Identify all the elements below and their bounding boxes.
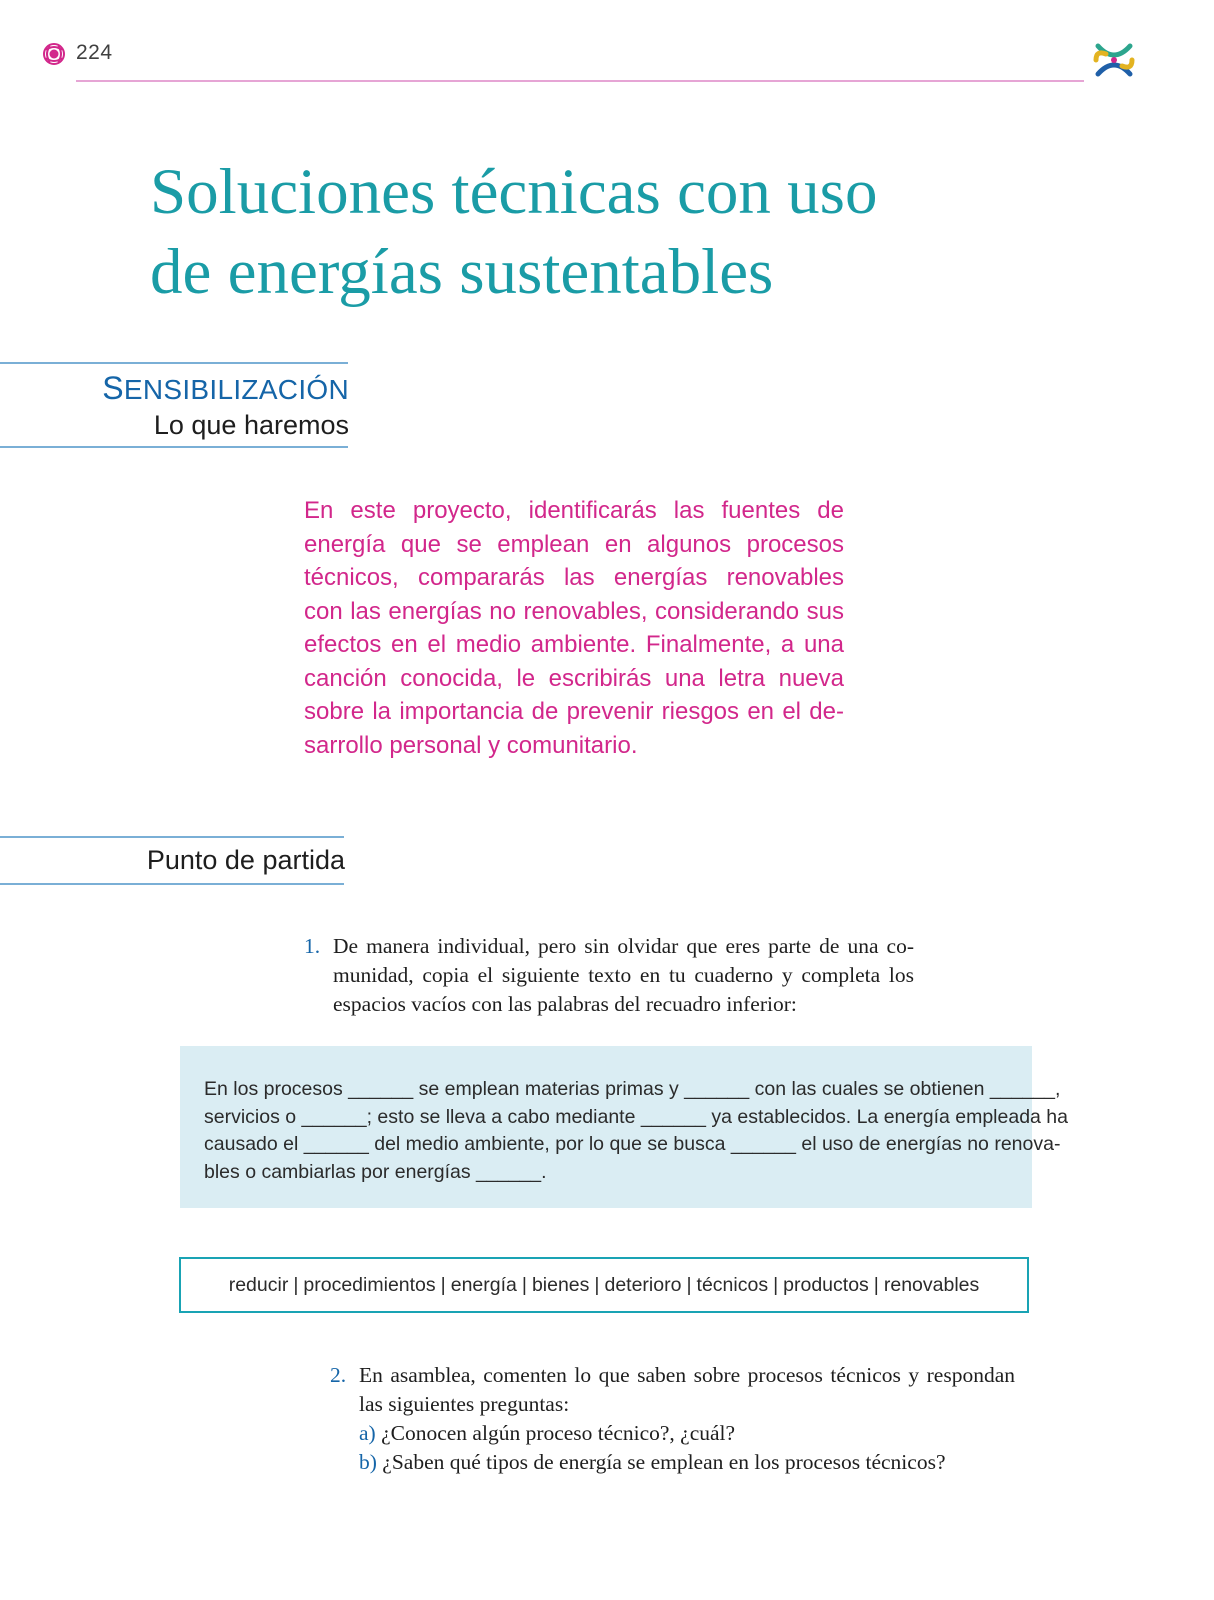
question-line: munidad, copia el siguiente texto en tu cuaderno y completa los [333, 963, 914, 987]
word-bank-word: reducir [228, 1273, 289, 1296]
word-bank-separator: | [873, 1273, 879, 1296]
fill-in-text-box [180, 1046, 1068, 1208]
intro-line: técnicos, compararás las energías renovables [304, 564, 844, 591]
question-1 [304, 932, 914, 1019]
punto-rule-top [0, 836, 344, 838]
fill-in-line: bles o cambiarlas por energías ______. [204, 1160, 547, 1183]
section-rule-bottom [0, 446, 348, 448]
fill-in-line: servicios o ______; esto se lleva a cabo mediante ______ ya establecidos. La energía empleada ha [204, 1105, 1068, 1128]
word-bank-word: productos [783, 1273, 869, 1296]
option-letter: a) [359, 1421, 376, 1445]
colorful-knot-logo [1088, 34, 1140, 86]
option-a [359, 1419, 1015, 1448]
word-bank [179, 1257, 1029, 1313]
section-rule-top [0, 362, 348, 364]
word-bank-word: procedimientos [303, 1273, 436, 1296]
decorative-glyph-icon [40, 40, 68, 68]
question-line: En asamblea, comenten lo que saben sobre procesos técnicos y respondan [359, 1363, 1015, 1387]
page-title [150, 152, 1050, 312]
word-bank-word: bienes [531, 1273, 590, 1296]
subsection-title: Lo que haremos [153, 410, 349, 440]
option-letter: b) [359, 1450, 377, 1474]
question-line: espacios vacíos con las palabras del recuadro inferior: [333, 992, 797, 1016]
option-b [359, 1448, 1015, 1477]
intro-line: sobre la importancia de prevenir riesgos en el de- [304, 698, 844, 725]
fill-in-line: En los procesos ______ se emplean materias primas y ______ con las cuales se obtienen ______, [204, 1078, 1061, 1100]
intro-line: con las energías no renovables, considerando sus [304, 597, 844, 625]
header-rule [76, 80, 1084, 82]
word-bank-separator: | [686, 1273, 692, 1296]
intro-line: efectos en el medio ambiente. Finalmente, a una [304, 631, 844, 658]
intro-line: canción conocida, le escribirás una letra nueva [304, 664, 844, 692]
section-label-initial: S [102, 370, 124, 406]
word-bank-separator: | [521, 1273, 527, 1296]
page-title-line-2: de energías sustentables [150, 236, 774, 308]
word-bank-separator: | [293, 1273, 299, 1296]
page-title-line-1: Soluciones técnicas con uso [150, 156, 878, 228]
option-text: ¿Saben qué tipos de energía se emplean en los procesos técnicos? [382, 1450, 946, 1474]
word-bank-separator: | [773, 1273, 779, 1296]
word-bank-word: renovables [883, 1273, 980, 1296]
word-bank-separator: | [440, 1273, 446, 1296]
question-number: 2. [330, 1363, 347, 1387]
fill-in-text [204, 1076, 1068, 1186]
page-number: 224 [76, 41, 113, 64]
word-bank-word: energía [450, 1273, 517, 1296]
question-line: las siguientes preguntas: [359, 1392, 570, 1416]
fill-in-line: causado el ______ del medio ambiente, por lo que se busca ______ el uso de energías no renova- [204, 1133, 1061, 1155]
word-bank-word: deterioro [604, 1273, 682, 1296]
question-number: 1. [304, 934, 321, 958]
intro-line: energía que se emplean en algunos procesos [304, 530, 844, 558]
section-label [102, 370, 349, 407]
intro-paragraph [304, 494, 844, 762]
punto-de-partida-title: Punto de partida [146, 845, 345, 875]
section-label-rest: ENSIBILIZACIÓN [123, 374, 349, 405]
question-line: De manera individual, pero sin olvidar que eres parte de una co- [333, 934, 914, 958]
punto-rule-bottom [0, 883, 344, 885]
intro-line: En este proyecto, identificarás las fuentes de [304, 497, 844, 524]
word-bank-separator: | [594, 1273, 600, 1296]
option-text: ¿Conocen algún proceso técnico?, ¿cuál? [381, 1421, 736, 1445]
question-2 [330, 1361, 1015, 1477]
intro-line: sarrollo personal y comunitario. [304, 731, 638, 759]
word-bank-word: técnicos [696, 1273, 769, 1296]
